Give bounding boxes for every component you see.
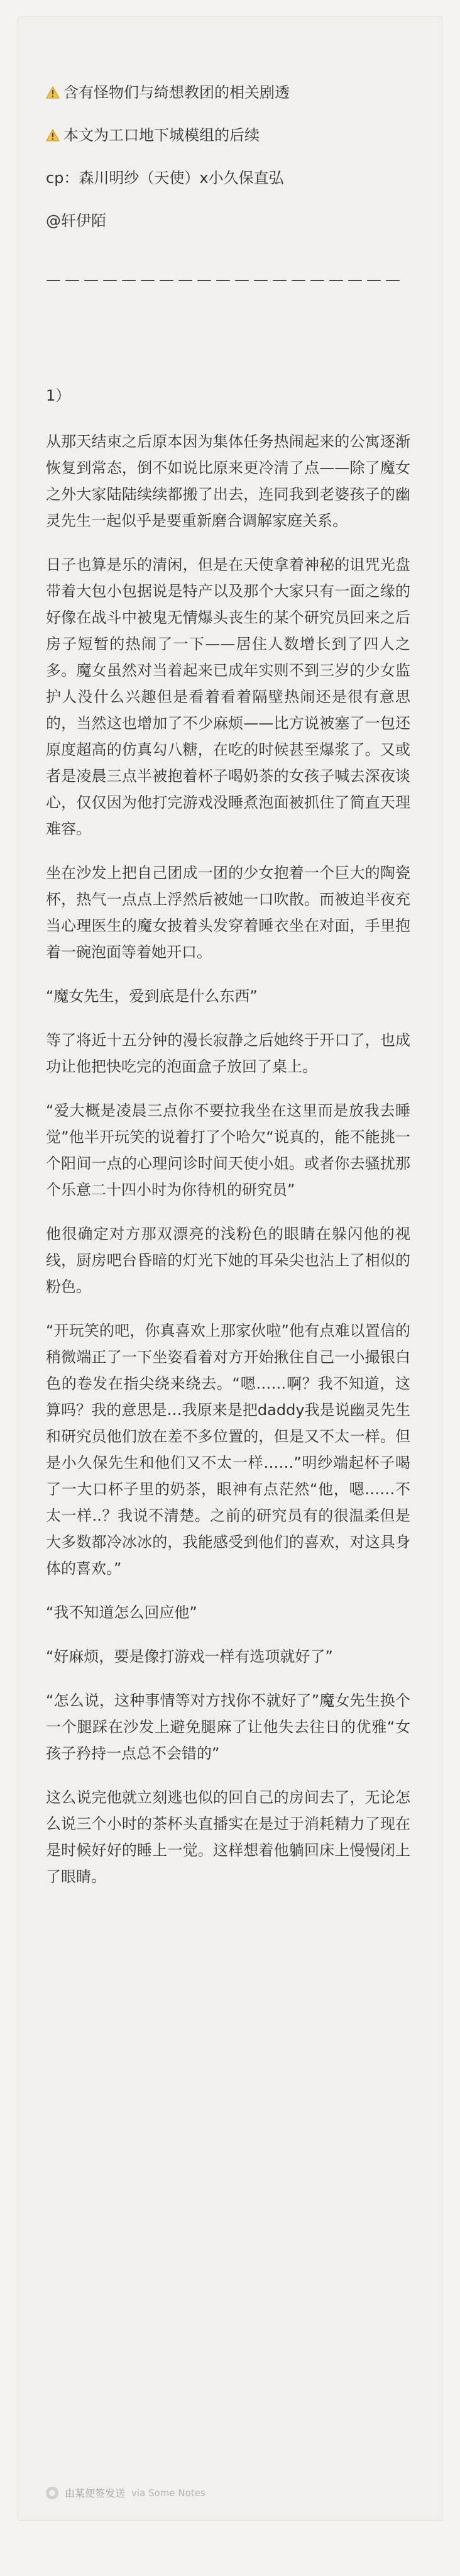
paragraph: “魔女先生，爱到底是什么东西” (46, 987, 258, 1005)
footer-app-sub: via Some Notes (131, 2487, 205, 2499)
paragraph: 他很确定对方那双漂亮的浅粉色的眼睛在躲闪他的视线，厨房吧台昏暗的灯光下她的耳朵尖也沾上了相似的粉色。 (46, 1225, 410, 1296)
section-divider: ——————————————————— (46, 271, 404, 289)
app-logo-icon (46, 2487, 58, 2499)
note-footer (46, 2485, 205, 2500)
paragraph: 从那天结束之后原本因为集体任务热闹起来的公寓逐渐恢复到常态，倒不如说比原来更冷清了点——除了魔女之外大家陆陆续续都搬了出去，连同我到老婆孩子的幽灵先生一起似乎是要重新磨合调解家庭关系。 (46, 433, 410, 530)
paragraph: “我不知道怎么回应他” (46, 1604, 197, 1621)
paragraph: 坐在沙发上把自己团成一团的少女抱着一个巨大的陶瓷杯，热气一点点上浮然后被她一口吹散。而被迫半夜充当心理医生的魔女披着头发穿着睡衣坐在对面，手里抱着一碗泡面等着她开口。 (46, 864, 410, 961)
paragraph: “怎么说，这种事情等对方找你不就好了”魔女先生换个一个腿踩在沙发上避免腿麻了让他失去往日的优雅“女孩子矜持一点总不会错的” (46, 1692, 410, 1762)
note-content (46, 80, 410, 1907)
warning-line-1 (46, 80, 410, 105)
paragraph: “好麻烦，要是像打游戏一样有选项就好了” (46, 1648, 333, 1665)
note-card (18, 16, 442, 2521)
paragraph: 日子也算是乐的清闲，但是在天使拿着神秘的诅咒光盘带着大包小包据说是特产以及那个大家只有一面之缘的好像在战斗中被鬼无情爆头丧生的某个研究员回来之后房子短暂的热闹了一下——居住人数增长到了四人之多。魔女虽然对当着起来已成年实则不到三岁的少女监护人没什么兴趣但是看着看着隔壁热闹还是很有意思的，当然这也增加了不少麻烦——比方说被塞了一包还原度超高的仿真勾八糖，在吃的时候甚至爆浆了。又或者是凌晨三点半被抱着杯子喝奶茶的女孩子喊去深夜谈心，仅仅因为他打完游戏没睡煮泡面被抓住了简直天理难容。 (46, 556, 410, 838)
paragraph: “爱大概是凌晨三点你不要拉我坐在这里而是放我去睡觉”他半开玩笑的说着打了个哈欠“说真的，能不能挑一个阳间一点的心理问诊时间天使小姐。或者你去骚扰那个乐意二十四小时为你待机的研究员” (46, 1102, 410, 1199)
chapter-number: 1） (46, 387, 71, 404)
warning-text-1: 含有怪物们与绮想教团的相关剧透 (63, 84, 290, 101)
cp-line: cp：森川明纱（天使）x小久保直弘 (46, 169, 284, 187)
paragraph: “开玩笑的吧，你真喜欢上那家伙啦”他有点难以置信的稍微端正了一下坐姿看着对方开始揪住自己一小撮银白色的卷发在指尖绕来绕去。“嗯……啊？我不知道，这算吗？我的意思是…我原来是把daddy我是说幽灵先生和研究员他们放在差不多位置的，但是又不太一样。但是小久保先生和他们又不太一样……”明纱端起杯子喝了一大口杯子里的奶茶，眼神有点茫然“他，嗯……不太一样..？我说不清楚。之前的研究员有的很温柔但是大多数都冷冰冰的，我能感受到他们的喜欢，对这具身体的喜欢。” (46, 1322, 410, 1577)
warning-line-2 (46, 123, 410, 148)
warning-text-2: 本文为工口地下城模组的后续 (63, 126, 260, 144)
author-line: @轩伊陌 (46, 212, 106, 230)
paragraph: 这么说完他就立刻逃也似的回自己的房间去了，无论怎么说三个小时的茶杯头直播实在是过于消耗精力了现在是时候好好的睡上一觉。这样想着他躺回床上慢慢闭上了眼睛。 (46, 1789, 410, 1885)
footer-app-name: 由某便签发送 (65, 2487, 126, 2499)
warning-sign-icon (46, 129, 60, 142)
paragraph: 等了将近十五分钟的漫长寂静之后她终于开口了，也成功让他把快吃完的泡面盒子放回了桌上。 (46, 1031, 410, 1075)
warning-sign-icon (46, 86, 60, 99)
